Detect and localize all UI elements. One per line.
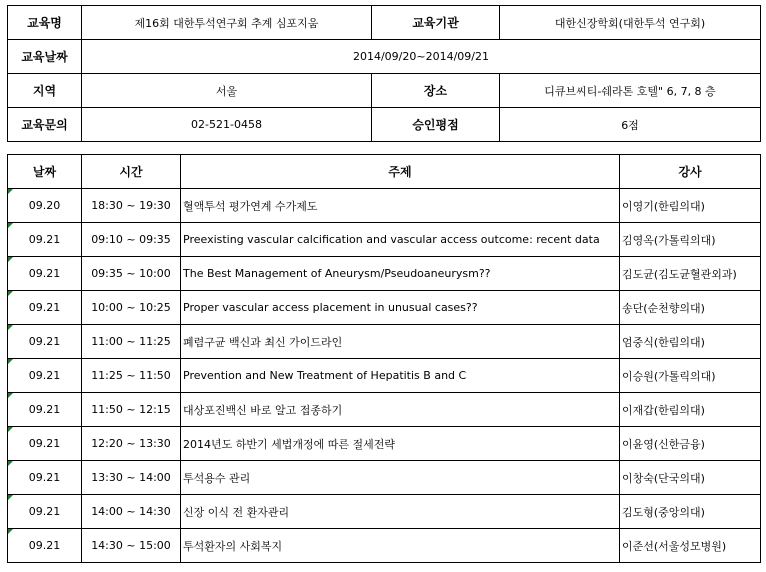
row-topic-text: 2014년도 하반기 세법개정에 따른 절세전략 [183,437,395,451]
row-speaker [620,427,761,461]
row-time [82,495,181,529]
row-topic-text: 투석용수 관리 [183,471,251,485]
schedule-row [8,495,761,529]
row-time [82,359,181,393]
row-date-text: 09.21 [28,301,61,314]
name-label: 교육명 [8,6,82,40]
credit-value: 6점 [500,108,761,142]
row-date-text: 09.20 [28,199,61,212]
date-label: 교육날짜 [8,40,82,74]
row-topic [181,529,620,563]
row-date-text: 09.21 [28,471,61,484]
header-speaker: 강사 [620,155,761,189]
comment-marker-icon [8,427,13,432]
row-date-text: 09.21 [28,403,61,416]
info-row-date [8,40,761,74]
row-date-text: 09.21 [28,369,61,382]
row-topic-text: 신장 이식 전 환자관리 [183,505,290,519]
row-speaker [620,189,761,223]
row-time [82,291,181,325]
row-topic [181,359,620,393]
row-date [8,393,82,427]
org-value: 대한신장학회(대한투석 연구회) [500,6,761,40]
row-date [8,223,82,257]
row-time [82,257,181,291]
schedule-row [8,461,761,495]
info-row-region [8,74,761,108]
row-speaker-text: 김영옥(가톨릭의대) [622,233,716,247]
row-date [8,189,82,223]
row-time-text: 18:30 ~ 19:30 [91,199,171,212]
row-time-text: 11:00 ~ 11:25 [91,335,171,348]
row-date-text: 09.21 [28,505,61,518]
row-speaker-text: 김도형(중앙의대) [622,505,705,519]
row-time [82,529,181,563]
row-topic [181,257,620,291]
info-row-contact [8,108,761,142]
row-time-text: 09:35 ~ 10:00 [91,267,171,280]
row-speaker-text: 엄중식(한림의대) [622,335,705,349]
row-time [82,393,181,427]
schedule-row [8,427,761,461]
header-date: 날짜 [8,155,82,189]
header-topic: 주제 [181,155,620,189]
row-speaker-text: 이윤영(신한금융) [622,437,705,451]
comment-marker-icon [8,257,13,262]
course-info-table [7,5,761,142]
row-time-text: 12:20 ~ 13:30 [91,437,171,450]
row-time [82,325,181,359]
row-date-text: 09.21 [28,539,61,552]
row-speaker-text: 송단(순천향의대) [622,301,705,315]
schedule-row [8,393,761,427]
row-topic-text: 대상포진백신 바로 알고 접종하기 [183,403,343,417]
row-speaker-text: 이창숙(단국의대) [622,471,705,485]
row-speaker-text: 김도균(김도균혈관외과) [622,267,737,281]
header-time: 시간 [82,155,181,189]
row-date-text: 09.21 [28,267,61,280]
name-value: 제16회 대한투석연구회 추계 심포지움 [82,6,372,40]
org-label: 교육기관 [372,6,500,40]
row-topic [181,291,620,325]
row-date [8,495,82,529]
comment-marker-icon [8,291,13,296]
row-time [82,427,181,461]
row-topic-text: Preexisting vascular calcification and vascular access outcome: recent data [183,233,600,246]
schedule-row [8,529,761,563]
row-speaker [620,325,761,359]
comment-marker-icon [8,529,13,534]
row-date-text: 09.21 [28,335,61,348]
comment-marker-icon [8,325,13,330]
schedule-table [7,154,761,563]
row-time [82,223,181,257]
place-label: 장소 [372,74,500,108]
schedule-row [8,189,761,223]
row-date [8,461,82,495]
row-speaker [620,359,761,393]
row-topic [181,393,620,427]
row-topic-text: The Best Management of Aneurysm/Pseudoaneurysm?? [183,267,491,280]
row-speaker [620,529,761,563]
row-topic-text: 혈액투석 평가연계 수가제도 [183,199,318,213]
contact-label: 교육문의 [8,108,82,142]
comment-marker-icon [8,393,13,398]
schedule-row [8,291,761,325]
row-date [8,427,82,461]
row-topic [181,427,620,461]
info-row-name [8,6,761,40]
comment-marker-icon [8,189,13,194]
comment-marker-icon [8,495,13,500]
row-time [82,189,181,223]
row-speaker-text: 이승원(가톨릭의대) [622,369,716,383]
row-time-text: 13:30 ~ 14:00 [91,471,171,484]
row-date-text: 09.21 [28,233,61,246]
row-topic [181,461,620,495]
row-speaker-text: 이영기(한림의대) [622,199,705,213]
place-value: 디큐브씨티-쉐라톤 호텔" 6, 7, 8 층 [500,74,761,108]
region-value: 서울 [82,74,372,108]
date-value: 2014/09/20~2014/09/21 [82,40,761,74]
row-speaker [620,393,761,427]
comment-marker-icon [8,223,13,228]
row-time-text: 14:00 ~ 14:30 [91,505,171,518]
schedule-body [8,189,761,563]
credit-label: 승인평점 [372,108,500,142]
schedule-row [8,325,761,359]
row-time-text: 11:25 ~ 11:50 [91,369,171,382]
row-speaker [620,461,761,495]
row-topic-text: Prevention and New Treatment of Hepatitis B and C [183,369,467,382]
row-topic-text: Proper vascular access placement in unusual cases?? [183,301,478,314]
row-time-text: 09:10 ~ 09:35 [91,233,171,246]
row-date [8,529,82,563]
schedule-row [8,223,761,257]
comment-marker-icon [8,461,13,466]
row-topic-text: 투석환자의 사회복지 [183,539,283,553]
row-speaker [620,291,761,325]
row-speaker [620,257,761,291]
row-speaker-text: 이준선(서울성모병원) [622,539,727,553]
row-time-text: 10:00 ~ 10:25 [91,301,171,314]
row-topic [181,495,620,529]
row-date [8,325,82,359]
contact-value: 02-521-0458 [82,108,372,142]
row-topic [181,189,620,223]
row-speaker [620,495,761,529]
row-topic [181,325,620,359]
row-speaker-text: 이재갑(한림의대) [622,403,705,417]
row-speaker [620,223,761,257]
schedule-header-row [8,155,761,189]
row-time-text: 11:50 ~ 12:15 [91,403,171,416]
row-date [8,359,82,393]
row-topic-text: 폐렴구균 백신과 최신 가이드라인 [183,335,343,349]
row-time-text: 14:30 ~ 15:00 [91,539,171,552]
schedule-row [8,359,761,393]
row-date [8,257,82,291]
schedule-row [8,257,761,291]
row-time [82,461,181,495]
comment-marker-icon [8,359,13,364]
row-date [8,291,82,325]
row-date-text: 09.21 [28,437,61,450]
row-topic [181,223,620,257]
region-label: 지역 [8,74,82,108]
